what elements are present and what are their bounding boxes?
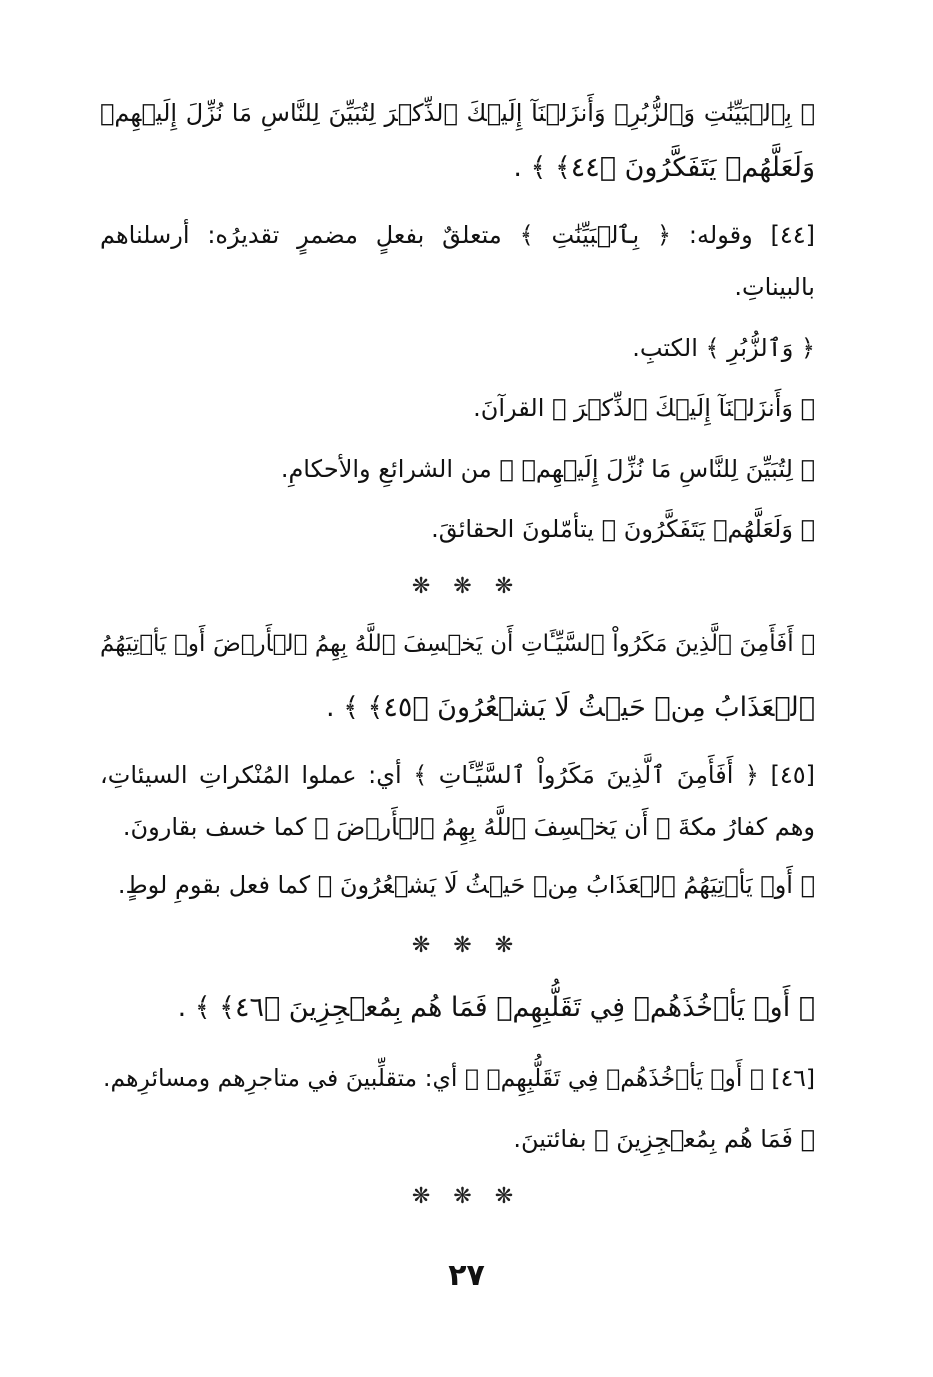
commentary-44-line-4: ﴿ وَأَنزَلۡنَآ إِلَيۡكَ ٱلذِّكۡرَ ﴾ القرآنَ. [473, 394, 815, 422]
commentary-46-line-1: [٤٦] ﴿ أَوۡ يَأۡخُذَهُمۡ فِي تَقَلُّبِهِمۡ ﴾ أي: متقلِّبينَ في متاجرِهم ومسائرِهم. [103, 1064, 815, 1092]
commentary-45-line-2: وهم كفارُ مكةَ ﴿ أَن يَخۡسِفَ ٱللَّهُ بِهِمُ ٱلۡأَرۡضَ ﴾ كما خسف بقارونَ. [122, 813, 815, 841]
verse-44-line-1: ﴿ بِٱلۡبَيِّنَٰتِ وَٱلزُّبُرِۗ وَأَنزَلۡنَآ إِلَيۡكَ ٱلذِّكۡرَ لِتُبَيِّنَ لِلنَّاسِ مَا نُزِّلَ إِلَيۡهِمۡ [100, 99, 815, 127]
commentary-44-line-2: بالبيناتِ. [734, 273, 815, 301]
verse-46-line-1: ﴿ أَوۡ يَأۡخُذَهُمۡ فِي تَقَلُّبِهِمۡ فَمَا هُم بِمُعۡجِزِينَ ﴿٤٦﴾ ﴾ . [177, 992, 815, 1023]
commentary-44-line-6: ﴿ وَلَعَلَّهُمۡ يَتَفَكَّرُونَ ﴾ يتأمّلونَ الحقائقَ. [431, 515, 815, 543]
section-separator: ❋ ❋ ❋ [411, 574, 522, 599]
section-separator: ❋ ❋ ❋ [411, 933, 522, 958]
commentary-44-line-1: [٤٤] وقوله: ﴿ بِٱلۡبَيِّنَٰتِ ﴾ متعلقٌ بفعلٍ مضمرٍ تقديرُه: أرسلناهم [100, 221, 815, 249]
commentary-46-line-2: ﴿ فَمَا هُم بِمُعۡجِزِينَ ﴾ بفائتينَ. [513, 1125, 815, 1153]
verse-45-line-1: ﴿ أَفَأَمِنَ ٱلَّذِينَ مَكَرُواْ ٱلسَّيِّـَٔاتِ أَن يَخۡسِفَ ٱللَّهُ بِهِمُ ٱلۡأَرۡضَ أَوۡ يَأۡتِيَهُمُ [100, 631, 815, 657]
commentary-45-line-3: ﴿ أَوۡ يَأۡتِيَهُمُ ٱلۡعَذَابُ مِنۡ حَيۡثُ لَا يَشۡعُرُونَ ﴾ كما فعل بقومِ لوطٍ. [117, 871, 815, 899]
verse-45-line-2: ٱلۡعَذَابُ مِنۡ حَيۡثُ لَا يَشۡعُرُونَ ﴿٤٥﴾ ﴾ . [325, 692, 815, 723]
section-separator: ❋ ❋ ❋ [411, 1184, 522, 1209]
verse-44-line-2: وَلَعَلَّهُمۡ يَتَفَكَّرُونَ ﴿٤٤﴾ ﴾ . [513, 152, 815, 183]
commentary-44-line-5: ﴿ لِتُبَيِّنَ لِلنَّاسِ مَا نُزِّلَ إِلَيۡهِمۡ ﴾ من الشرائعِ والأحكامِ. [280, 455, 815, 483]
commentary-45-line-1: [٤٥] ﴿ أَفَأَمِنَ ٱلَّذِينَ مَكَرُواْ ٱلسَّيِّـَٔاتِ ﴾ أي: عملوا المُنْكراتِ السيئاتِ، [100, 761, 815, 789]
page-number: ٢٧ [448, 1258, 485, 1293]
commentary-44-line-3: ﴿ وَٱلزُّبُرِ ﴾ الكتبِ. [632, 334, 815, 362]
